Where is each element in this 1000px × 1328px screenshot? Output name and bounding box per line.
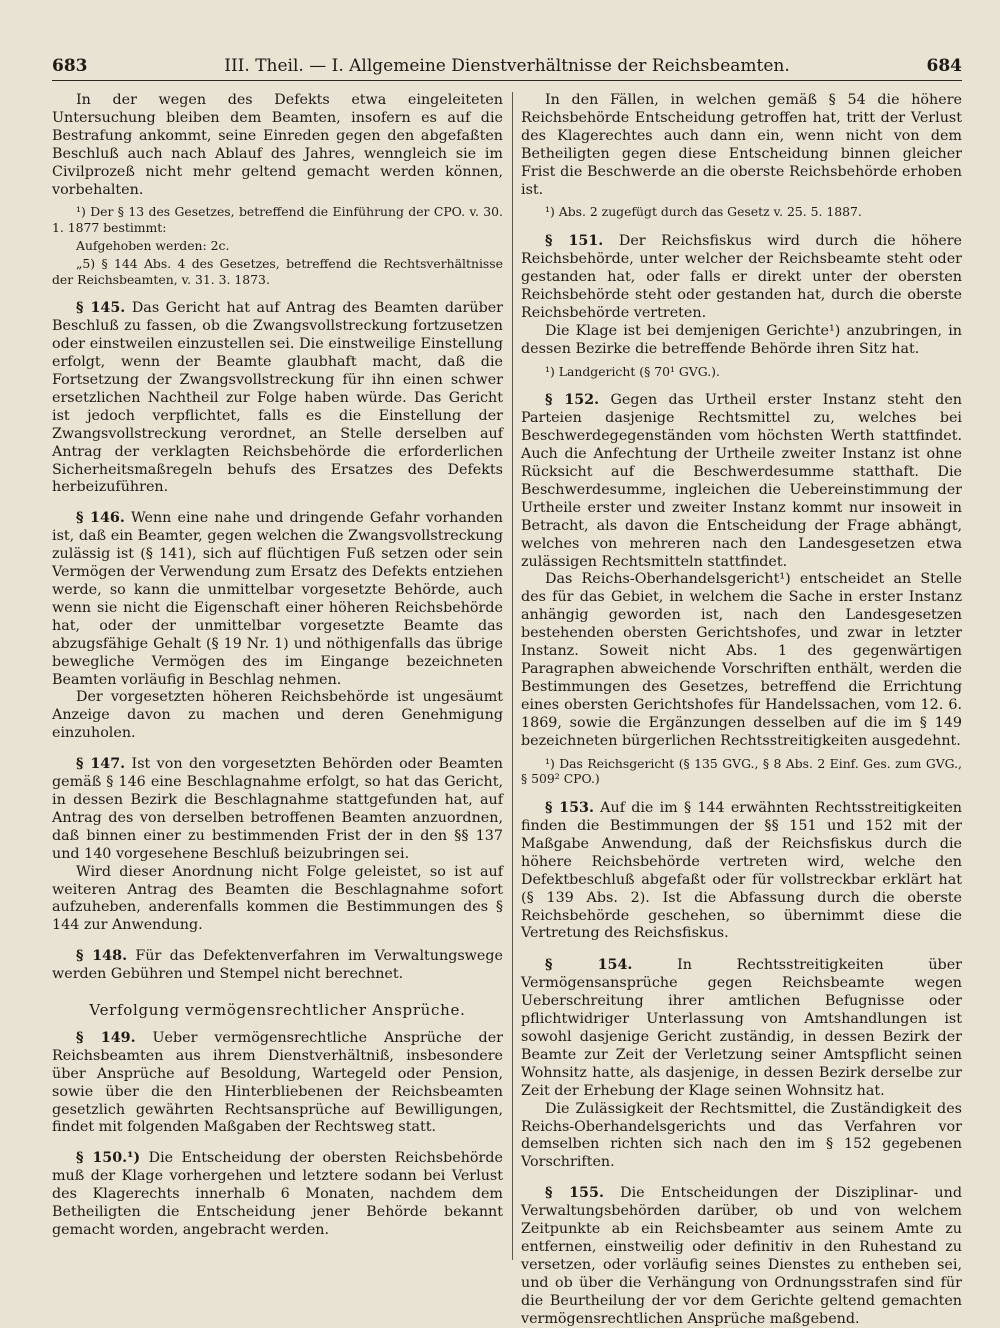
section-text: Wenn eine nahe und dringende Gefahr vorhanden ist, daß ein Beamter, gegen welchen die Zwangsvollstreckung zulässig ist (§ 141), sich auf flüchtigen Fuß setzen oder sein Vermögen der Verwendung zum Ersatz des Defekts entziehen werde, so kann die unmittelbar vorgesetzte Behörde, auch wenn sie nicht die Eigenschaft einer höheren Reichsbehörde hat, oder der unmittelbar vorgesetzte Beamte das abzugsfähige Gehalt (§ 19 Nr. 1) und nöthigenfalls das übrige bewegliche Vermögen des im Eingange bezeichneten Beamten vorläufig in Beschlag nehmen. [52,510,504,688]
footnote: Aufgehoben werden: 2c. [76,238,230,254]
paragraph: In den Fällen, in welchen gemäß § 54 die höhere Reichsbehörde Entscheidung getroffen hat, tritt der Verlust des Klagerechtes auch dann ein, wenn nicht von dem Betheiligten gegen diese Entscheidung binnen gleicher Frist die Beschwerde an die oberste Reichsbehörde erhoben ist. [521,92,962,198]
section-number: § 154. [545,957,633,974]
section-text: Das Gericht hat auf Antrag des Beamten darüber Beschluß zu fassen, ob die Zwangsvollstreckung fortzusetzen oder einstweilen einzustellen sei. Die einstweilige Einstellung erfolgt, wenn der Beamte glaubhaft macht, daß die Fortsetzung der Zwangsvollstreckung für ihn einen schwer ersetzlichen Nachtheil zur Folge haben würde. Das Gericht ist jedoch verpflichtet, falls es die Einstellung der Zwangsvollstreckung verordnet, an Stelle derselben auf Antrag der verklagten Reichsbehörde die erforderlichen Sicherheitsmaßregeln behufs des Ersatzes des Defekts herbeizuführen. [52,300,504,496]
section-number: § 148. [76,948,128,965]
running-title: III. Theil. — I. Allgemeine Dienstverhältnisse der Reichsbeamten. [224,56,790,76]
section-number: § 153. [545,800,594,817]
footnote: ¹) Das Reichsgericht (§ 135 GVG., § 8 Abs. 2 Einf. Ges. zum GVG., § 509² CPO.) [521,755,962,787]
section-number: § 145. [76,300,126,317]
page-number-right: 684 [926,56,962,76]
section-text: Die Entscheidung der obersten Reichsbehörde muß der Klage vorhergehen und letztere sodann bei Verlust des Klagerechts innerhalb 6 Monaten, nachdem dem Betheiligten die Entscheidung jener Behörde bekannt gemacht worden, angebracht werden. [52,1150,503,1239]
footnote: ¹) Der § 13 des Gesetzes, betreffend die Einführung der CPO. v. 30. 1. 1877 bestimmt: [52,204,503,236]
paragraph: Wird dieser Anordnung nicht Folge geleistet, so ist auf weiteren Antrag des Beamten die Beschlagnahme sofort aufzuheben, anderenfalls kommen die Bestimmungen des § 144 zur Anwendung. [52,863,503,934]
section-151 [521,233,962,323]
section-147 [52,756,503,863]
footnote: ¹) Landgericht (§ 70¹ GVG.). [545,363,720,379]
right-column [521,92,963,1327]
section-text: Ist von den vorgesetzten Behörden oder Beamten gemäß § 146 eine Beschlagnahme erfolgt, so hat das Gericht, in dessen Bezirk die Beschlagnahme stattgefunden hat, auf Antrag des von derselben betroffenen Beamten anzuordnen, daß binnen einer zu bestimmenden Frist der in den §§ 137 und 140 vorgesehene Beschluß beizubringen sei. [52,756,503,862]
page-number-left: 683 [52,56,88,76]
footnote: „5) § 144 Abs. 4 des Gesetzes, betreffend die Rechtsverhältnisse der Reichsbeamten, v. 31. 3. 1873. [52,255,503,287]
column-divider [512,92,513,1260]
section-number: § 147. [76,756,126,773]
paragraph: In der wegen des Defekts etwa eingeleiteten Untersuchung bleiben dem Beamten, insofern es auf die Bestrafung ankommt, seine Einreden gegen den abgefaßten Beschluß auch nach Ablauf des Jahres, wenngleich sie im Civilprozeß nicht mehr geltend gemacht werden können, vorbehalten. [52,92,503,198]
section-146 [52,510,503,689]
section-text: In Rechtsstreitigkeiten über Vermögensansprüche gegen Reichsbeamte wegen Ueberschreitung ihrer amtlichen Befugnisse oder pflichtwidriger Unterlassung von Amtshandlungen ist sowohl dasjenige Gericht zuständig, in dessen Bezirk der Beamte zur Zeit der Verletzung seiner Amtspflicht seinen Wohnsitz hatte, als dasjenige, in dessen Bezirk derselbe zur Zeit der Erhebung der Klage seinen Wohnsitz hat. [521,957,963,1099]
section-153 [521,800,962,943]
section-text: Die Entscheidungen der Disziplinar- und Verwaltungsbehörden darüber, ob und von welchem Zeitpunkte ab ein Reichsbeamter aus seinem Amte zu entfernen, einstweilig oder definitiv in den Ruhestand zu versetzen, oder vorläufig seines Dienstes zu entheben sei, und ob über die Verhängung von Ordnungsstrafen sind für die Beurtheilung der vor dem Gerichte geltend gemachten vermögensrechtlichen Ansprüche maßgebend. [521,1185,962,1327]
section-number: § 152. [545,392,600,409]
section-155 [521,1185,962,1328]
section-number: § 150.¹) [76,1150,141,1167]
section-152 [521,392,962,571]
section-text: Auf die im § 144 erwähnten Rechtsstreitigkeiten finden die Bestimmungen der §§ 151 und 152 mit der Maßgabe Anwendung, daß der Reichsfiskus durch die höhere Reichsbehörde vertreten wird, welche den Defektbeschluß abgefaßt oder für vollstreckbar erklärt hat (§ 139 Abs. 2). Ist die Abfassung durch die oberste Reichsbehörde geschehen, so übernimmt diese die Vertretung des Reichsfiskus. [521,800,962,942]
section-text: Der Reichsfiskus wird durch die höhere Reichsbehörde, unter welcher der Reichsbeamte steht oder gestanden hat, oder falls er direkt unter der obersten Reichsbehörde steht oder gestanden hat, durch die oberste Reichsbehörde vertreten. [521,233,962,321]
section-number: § 155. [545,1185,604,1202]
section-text: Ueber vermögensrechtliche Ansprüche der Reichsbeamten aus ihrem Dienstverhältniß, insbesondere über Ansprüche auf Besoldung, Wartegeld oder Pension, sowie über die den Hinterbliebenen der Reichsbeamten gesetzlich gewährten Rechtsansprüche auf Bewilligungen, findet mit folgenden Maßgaben der Rechtsweg statt. [52,1029,503,1136]
paragraph: Die Klage ist bei demjenigen Gerichte¹) anzubringen, in dessen Bezirke die betreffende Behörde ihren Sitz hat. [521,322,962,357]
text-columns [52,92,963,1327]
section-number: § 146. [76,510,125,527]
paragraph: Das Reichs-Oberhandelsgericht¹) entscheidet an Stelle des für das Gebiet, in welchem die Sache in erster Instanz anhängig geworden ist, nach den Landesgesetzen bestehenden obersten Gerichtshofes, und zwar in letzter Instanz. Soweit nicht Abs. 1 des gegenwärtigen Paragraphen abweichende Vorschriften enthält, werden die Bestimmungen des Gesetzes, betreffend die Errichtung eines obersten Gerichtshofes für Handelssachen, vom 12. 6. 1869, sowie die Ergänzungen desselben auf die im § 149 bezeichneten bürgerlichen Rechtsstreitigkeiten ausgedehnt. [521,571,962,749]
section-145 [52,300,503,497]
section-text: Gegen das Urtheil erster Instanz steht den Parteien dasjenige Rechtsmittel zu, welches bei Beschwerdegegenständen vom höchsten Werth stattfindet. Auch die Anfechtung der Urtheile zweiter Instanz ist ohne Rücksicht auf die Beschwerdesumme statthaft. Die Beschwerdesumme, ingleichen die Uebereinstimmung der Urtheile erster und zweiter Instanz kommt nur insoweit in Betracht, als davon die Entscheidung der Frage abhängt, welches von mehreren nach den Landesgesetzen etwa zulässigen Rechtsmitteln stattfindet. [521,392,962,570]
section-number: § 149. [76,1029,136,1046]
section-text: Für das Defektenverfahren im Verwaltungswege werden Gebühren und Stempel nicht berechnet. [52,948,503,983]
paragraph: Die Zulässigkeit der Rechtsmittel, die Zuständigkeit des Reichs-Oberhandelsgerichts und das Verfahren vor demselben richten sich nach den im § 152 gegebenen Vorschriften. [521,1100,962,1171]
section-154 [521,957,962,1100]
section-149 [52,1030,503,1137]
paragraph: Der vorgesetzten höheren Reichsbehörde ist ungesäumt Anzeige davon zu machen und deren Genehmigung einzuholen. [52,689,503,742]
section-150 [52,1150,503,1240]
section-number: § 151. [545,233,604,250]
left-column [52,92,503,1260]
footnote: ¹) Abs. 2 zugefügt durch das Gesetz v. 25. 5. 1887. [545,204,862,220]
section-heading: Verfolgung vermögensrechtlicher Ansprüche. [89,1001,466,1020]
running-header [52,54,962,81]
section-148 [52,948,503,984]
